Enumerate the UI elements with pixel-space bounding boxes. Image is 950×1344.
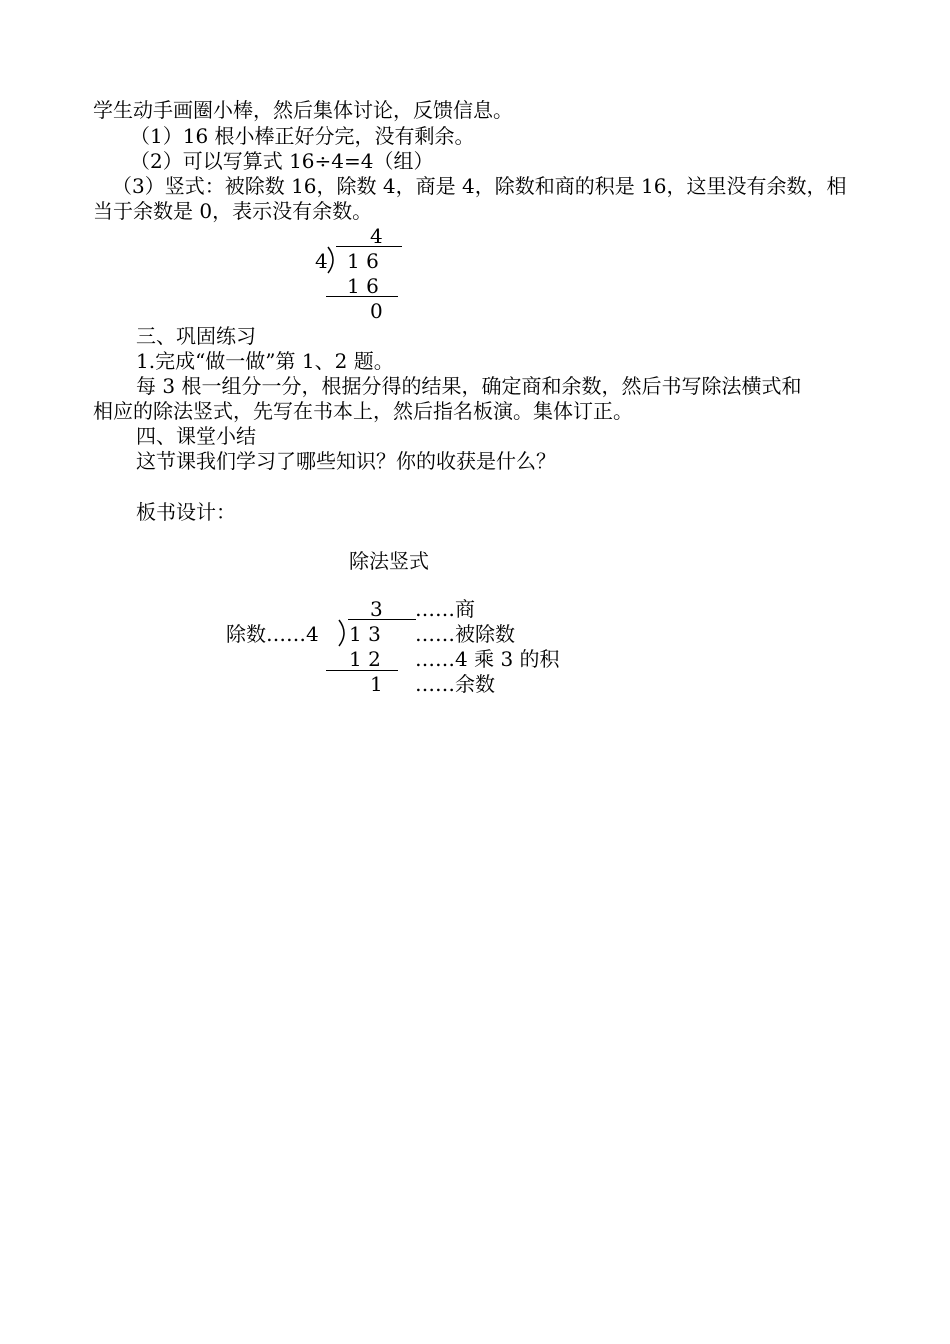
division-quotient: 4 [370,224,383,248]
division-remainder: 0 [370,299,383,323]
division-top-bar [336,246,402,247]
practice-description-line1: 每 3 根一组分一分，根据分得的结果，确定商和余数，然后书写除法横式和 [136,374,802,398]
board-top-bar [348,619,416,620]
summary-question: 这节课我们学习了哪些知识？你的收获是什么？ [136,449,556,473]
division-dividend: 1 6 [347,249,379,273]
board-product: 1 2 [349,647,381,671]
board-remainder: 1 [370,672,383,696]
board-quotient: 3 [370,597,383,621]
board-annotation-dividend: ……被除数 [415,622,515,646]
board-annotation-product: ……4 乘 3 的积 [415,647,560,671]
section-heading-practice: 三、巩固练习 [136,324,256,348]
board-design-title: 除法竖式 [349,549,429,573]
practice-description-line2: 相应的除法竖式，先写在书本上，然后指名板演。集体订正。 [93,399,633,423]
division-product: 1 6 [347,274,379,298]
board-subtract-bar [326,670,398,671]
board-divisor-label: 除数……4 [226,622,319,646]
board-annotation-remainder: ……余数 [415,672,495,696]
paragraph-intro: 学生动手画圈小棒，然后集体讨论，反馈信息。 [93,98,513,122]
paragraph-item-1: （1）16 根小棒正好分完，没有剩余。 [130,124,475,148]
division-bracket [326,246,340,274]
practice-item-1: 1.完成“做一做”第 1、2 题。 [136,349,394,373]
board-annotation-quotient: ……商 [415,597,475,621]
paragraph-item-3-line1: （3）竖式：被除数 16，除数 4，商是 4，除数和商的积是 16，这里没有余数，相 [112,174,847,198]
board-design-label: 板书设计： [136,500,236,524]
board-dividend: 1 3 [349,622,381,646]
paragraph-item-2: （2）可以写算式 16÷4=4（组） [130,149,434,173]
division-divisor: 4 [315,249,328,273]
section-heading-summary: 四、课堂小结 [136,424,256,448]
division-subtract-bar [326,296,398,297]
paragraph-item-3-line2: 当于余数是 0，表示没有余数。 [93,199,373,223]
